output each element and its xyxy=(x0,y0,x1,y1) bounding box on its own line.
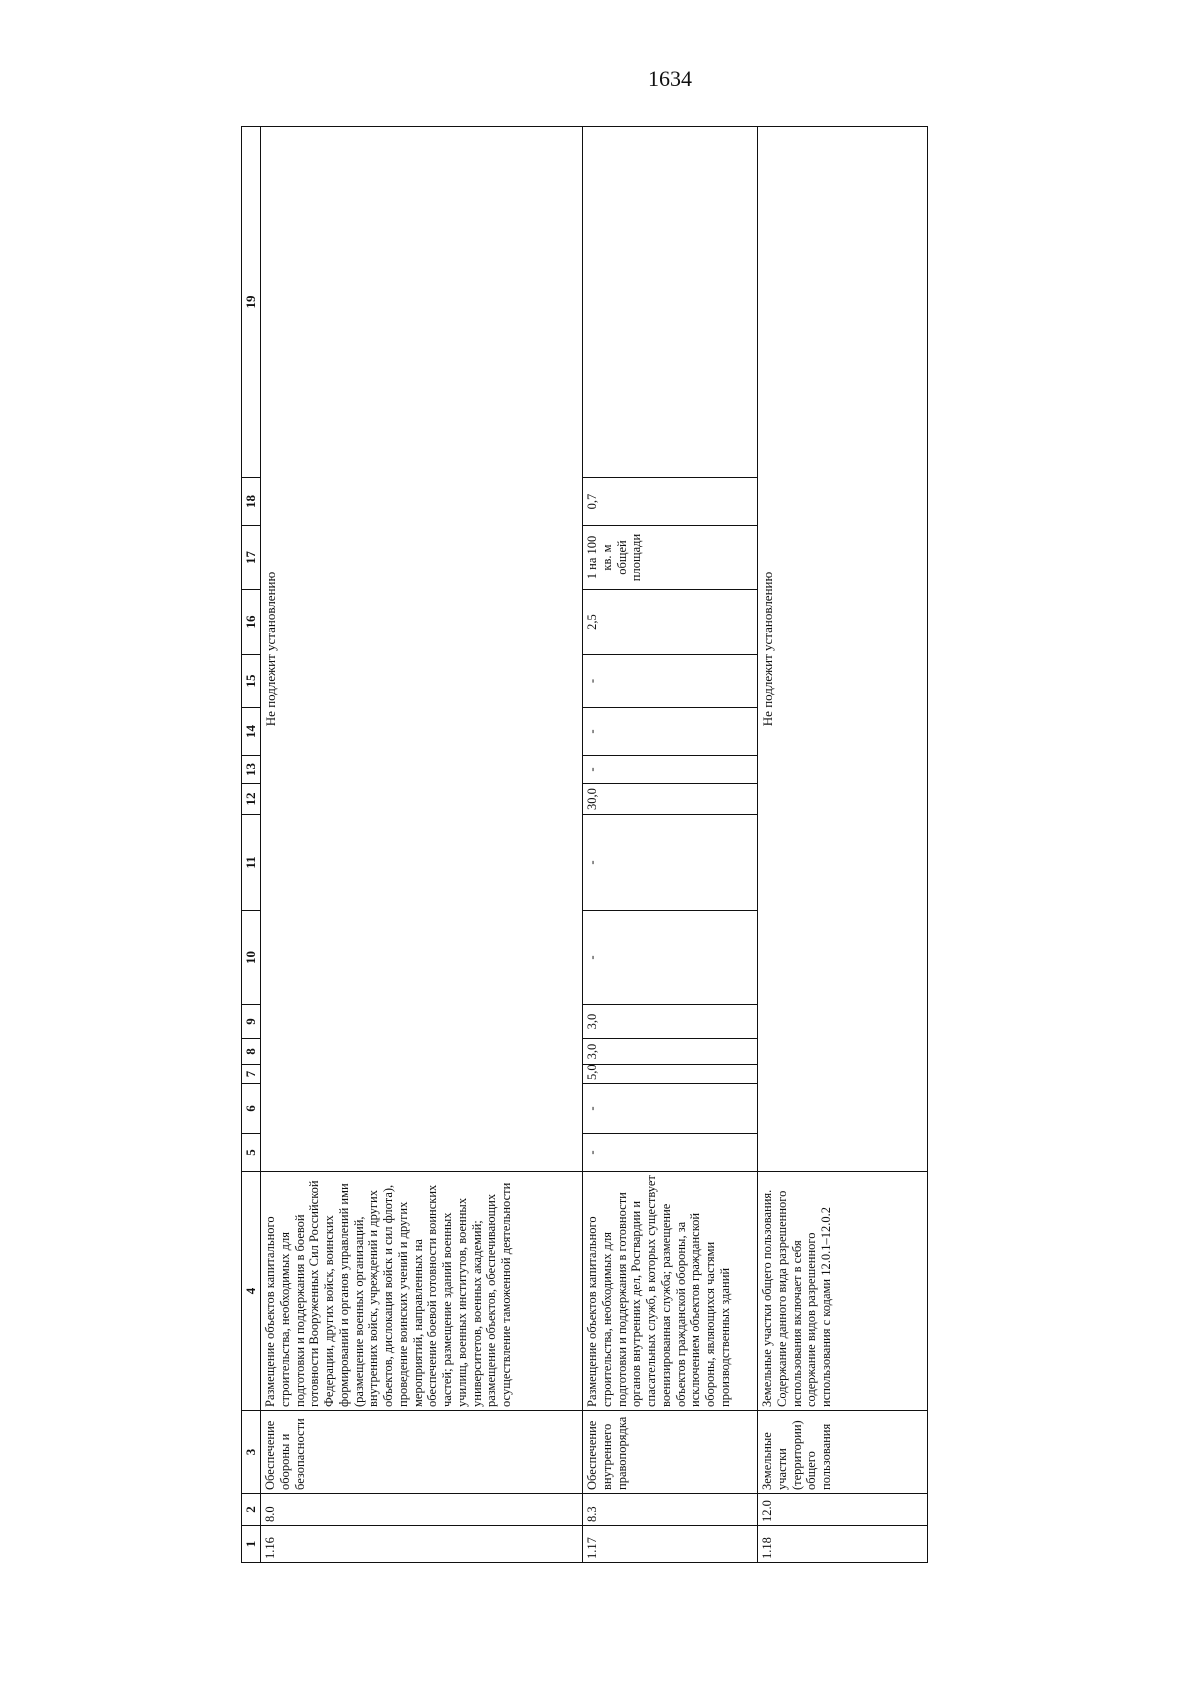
row-description: Размещение объектов капитального строительства, необходимых для подготовки и поддержания в боевой готовности Вооруженных Сил Российской Федерации, других войск, воинских формирований и органов управлений ими (размещение военных организаций, внутренних войск, учреждений и других объектов, дислокация войск и сил флота), проведение воинских учений и других мероприятий, направленных на обеспечение боевой готовности воинских частей; размещение зданий военных училищ, военных институтов, военных университетов, военных академий; размещение объектов, обеспечивающих осуществление таможенной деятельности xyxy=(261,1172,583,1411)
col-number: 11 xyxy=(242,815,261,911)
col-number: 12 xyxy=(242,784,261,815)
col-number: 14 xyxy=(242,708,261,756)
col-number: 19 xyxy=(242,127,261,478)
row-merged-note: Не подлежит установлению xyxy=(261,127,583,1172)
row-code: 12.0 xyxy=(758,1494,928,1526)
col-number: 10 xyxy=(242,911,261,1005)
rotated-table-container xyxy=(241,127,926,1563)
col-number: 2 xyxy=(242,1494,261,1526)
col-number: 15 xyxy=(242,655,261,708)
table-row xyxy=(583,127,758,1563)
row-value: 2,5 xyxy=(583,590,758,655)
table-row xyxy=(758,127,928,1563)
row-merged-note: Не подлежит установлению xyxy=(758,127,928,1172)
row-code: 8.3 xyxy=(583,1494,758,1526)
row-value: - xyxy=(583,1134,758,1172)
row-value: 30,0 xyxy=(583,784,758,815)
row-value: 3,0 xyxy=(583,1039,758,1065)
row-value: 1 на 100 кв. м общей площади xyxy=(583,526,758,590)
row-name: Обеспечение внутреннего правопорядка xyxy=(583,1411,758,1494)
col-number: 1 xyxy=(242,1526,261,1563)
col-number: 18 xyxy=(242,478,261,526)
col-number: 7 xyxy=(242,1065,261,1084)
row-description: Земельные участки общего пользования. Содержание данного вида разрешенного использования включает в себя содержание видов разрешенного использования с кодами 12.0.1–12.0.2 xyxy=(758,1172,928,1411)
row-number: 1.16 xyxy=(261,1526,583,1563)
col-number: 8 xyxy=(242,1039,261,1065)
row-value: 0,7 xyxy=(583,478,758,526)
row-value: - xyxy=(583,708,758,756)
col-number: 4 xyxy=(242,1172,261,1411)
row-value: - xyxy=(583,815,758,911)
row-value: - xyxy=(583,655,758,708)
row-empty-cell xyxy=(583,127,758,478)
row-number: 1.17 xyxy=(583,1526,758,1563)
col-number: 13 xyxy=(242,756,261,784)
row-name: Земельные участки (территории) общего пользования xyxy=(758,1411,928,1494)
row-value: - xyxy=(583,756,758,784)
col-number: 16 xyxy=(242,590,261,655)
col-number: 6 xyxy=(242,1084,261,1134)
row-description: Размещение объектов капитального строительства, необходимых для подготовки и поддержания в готовности органов внутренних дел, Росгвардии и спасательных служб, в которых существует военизированная служба; размещение объектов гражданской обороны, за исключением объектов гражданской обороны, являющихся частями производственных зданий xyxy=(583,1172,758,1411)
row-value: 3,0 xyxy=(583,1005,758,1039)
row-value: - xyxy=(583,911,758,1005)
column-number-row xyxy=(242,127,261,1563)
col-number: 3 xyxy=(242,1411,261,1494)
row-number: 1.18 xyxy=(758,1526,928,1563)
row-name: Обеспечение обороны и безопасности xyxy=(261,1411,583,1494)
col-number: 17 xyxy=(242,526,261,590)
col-number: 9 xyxy=(242,1005,261,1039)
row-code: 8.0 xyxy=(261,1494,583,1526)
page-number: 1634 xyxy=(648,66,692,91)
regulations-table xyxy=(241,126,928,1563)
table-row xyxy=(261,127,583,1563)
row-value: 5,0 xyxy=(583,1065,758,1084)
col-number: 5 xyxy=(242,1134,261,1172)
row-value: - xyxy=(583,1084,758,1134)
